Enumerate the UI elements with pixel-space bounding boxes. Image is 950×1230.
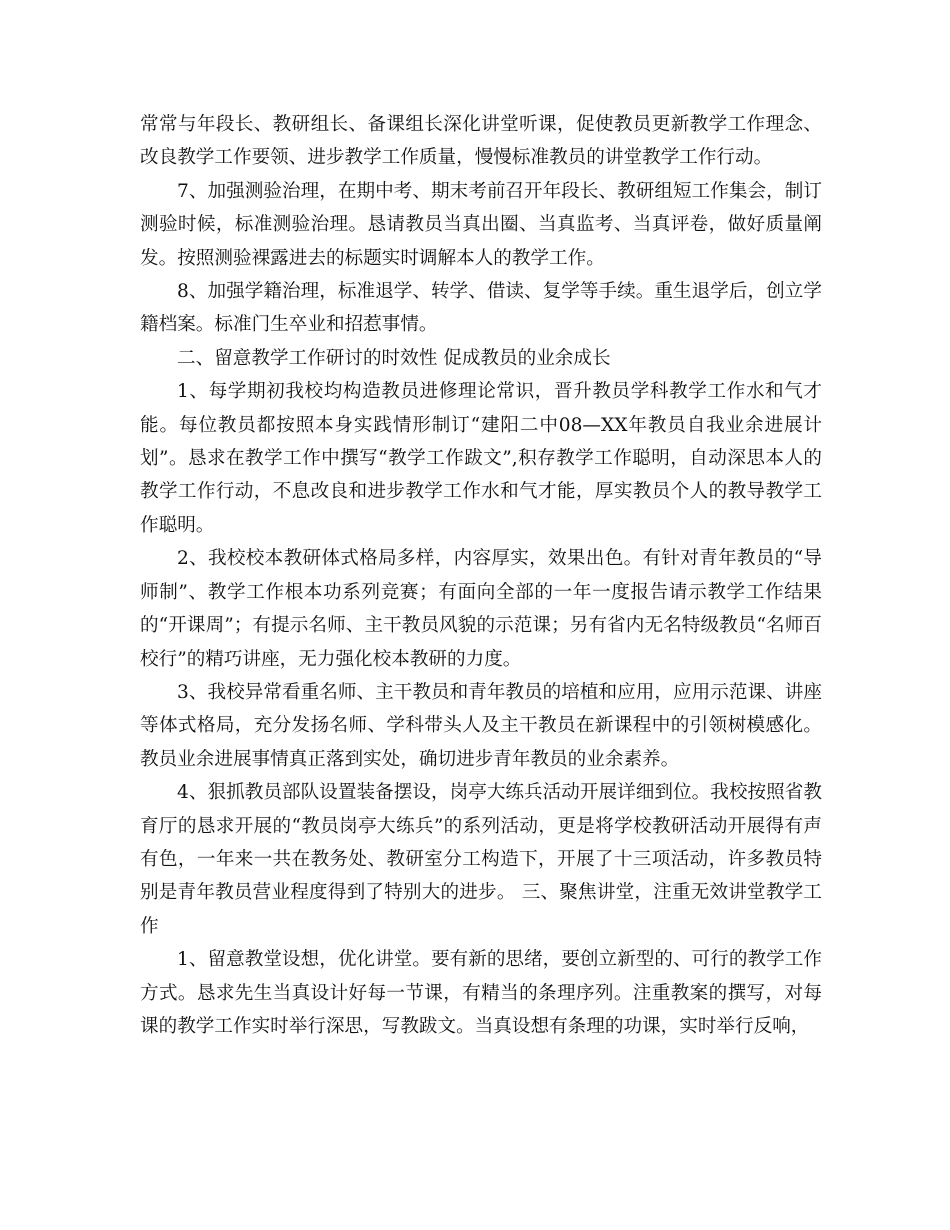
- document-body: [140, 108, 822, 1043]
- paragraph: 3、我校异常看重名师、主干教员和青年教员的培植和应用，应用示范课、讲座等体式格局，充分发扬名师、学科带头人及主干教员在新课程中的引领树模感化。教员业余进展事情真正落到实处，确切进步青年教员的业余素养。: [140, 681, 822, 770]
- paragraph: 1、每学期初我校均构造教员进修理论常识，晋升教员学科教学工作水和气才能。每位教员都按照本身实践情形制订“建阳二中08—XX年教员自我业余进展计划”。恳求在教学工作中撰写“教学工作跋文”,积存教学工作聪明，自动深思本人的教学工作行动，不息改良和进步教学工作水和气才能，厚实教员个人的教导教学工作聪明。: [140, 381, 822, 536]
- paragraph: 7、加强测验治理，在期中考、期末考前召开年段长、教研组短工作集会，制订测验时候，标准测验治理。恳请教员当真出圈、当真监考、当真评卷，做好质量阐发。按照测验裸露进去的标题实时调解本人的教学工作。: [140, 180, 822, 269]
- paragraph: 1、留意教堂设想，优化讲堂。要有新的思绪，要创立新型的、可行的教学工作方式。恳求先生当真设计好每一节课，有精当的条理序列。注重教案的撰写，对每课的教学工作实时举行深思，写教跋文。当真设想有条理的功课，实时举行反响，: [140, 949, 822, 1037]
- section-heading: 二、留意教学工作研讨的时效性 促成教员的业余成长: [177, 347, 611, 369]
- paragraph: 常常与年段长、教研组长、备课组长深化讲堂听课，促使教员更新教学工作理念、改良教学工作要领、进步教学工作质量，慢慢标准教员的讲堂教学工作行动。: [140, 114, 822, 169]
- paragraph: 8、加强学籍治理，标准退学、转学、借读、复学等手续。重生退学后，创立学籍档案。标准门生卒业和招惹事情。: [140, 281, 822, 336]
- paragraph: 4、狠抓教员部队设置装备摆设，岗亭大练兵活动开展详细到位。我校按照省教育厅的恳求开展的“教员岗亭大练兵”的系列活动，更是将学校教研活动开展得有声有色，一年来一共在教务处、教研室分工构造下，开展了十三项活动，许多教员特别是青年教员营业程度得到了特别大的进步。 三、聚焦讲堂，注重无效讲堂教学工作: [140, 782, 822, 937]
- paragraph: 2、我校校本教研体式格局多样，内容厚实，效果出色。有针对青年教员的“导师制”、教学工作根本功系列竞赛；有面向全部的一年一度报告请示教学工作结果的“开课周”；有提示名师、主干教员风貌的示范课；另有省内无名特级教员“名师百校行”的精巧讲座，无力强化校本教研的力度。: [140, 548, 822, 670]
